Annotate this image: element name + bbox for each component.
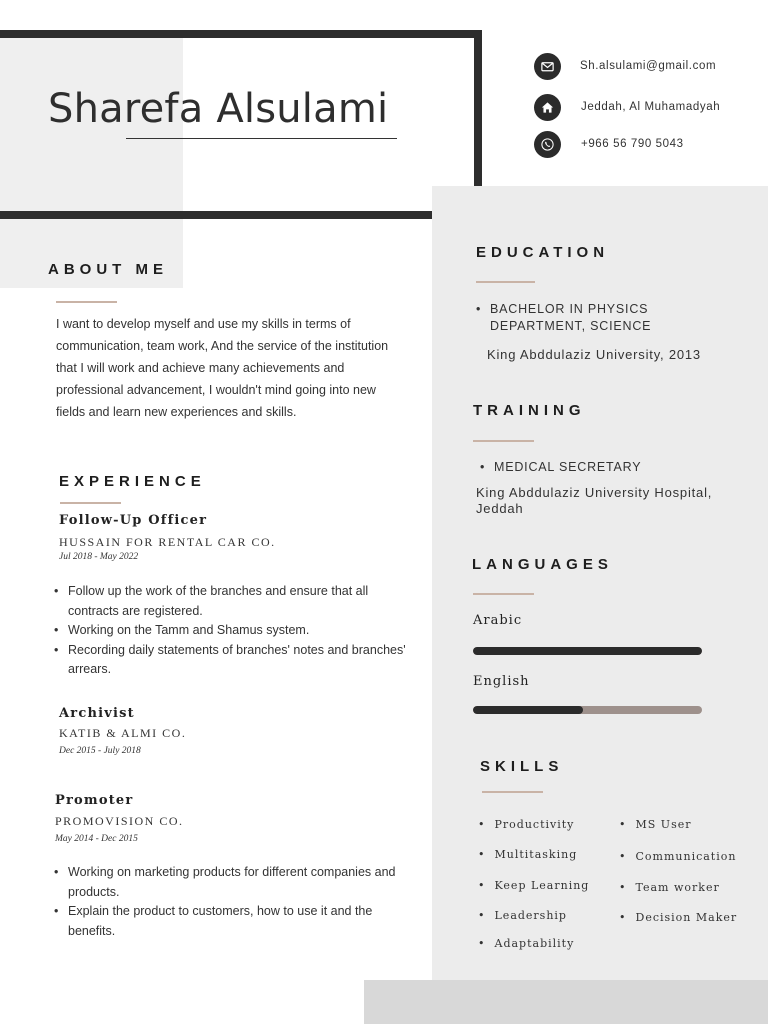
about-heading: ABOUT ME: [48, 261, 168, 278]
skills-heading: SKILLS: [480, 758, 564, 775]
education-degree: • BACHELOR IN PHYSICS DEPARTMENT, SCIENCE: [476, 301, 706, 335]
frame-right-bar: [474, 30, 482, 186]
training-list: [480, 459, 730, 476]
contact-address: Jeddah, Al Muhamadyah: [581, 101, 721, 113]
job-company: PROMOVISION CO.: [55, 814, 184, 828]
skill-item: • MS User: [619, 818, 691, 831]
skill-item: • Leadership: [478, 909, 567, 922]
list-item: • Explain the product to customers, how to use it and the benefits.: [54, 902, 410, 941]
skill-item: • Adaptability: [478, 937, 574, 950]
list-item: • Recording daily statements of branches' notes and branches' arrears.: [54, 641, 410, 680]
job-title: Promoter: [55, 793, 134, 808]
list-item: • Working on marketing products for different companies and products.: [54, 863, 410, 902]
training-item: • MEDICAL SECRETARY: [480, 459, 730, 476]
footer-gray-block: [364, 980, 768, 1024]
training-accent-line: [473, 440, 534, 442]
skill-item: • Multitasking: [478, 848, 577, 861]
skill-item: • Communication: [619, 850, 736, 863]
job-company: KATIB & ALMI CO.: [59, 726, 187, 740]
job-dates: May 2014 - Dec 2015: [55, 834, 138, 844]
language-name: Arabic: [473, 613, 523, 628]
job-dates: Jul 2018 - May 2022: [59, 552, 139, 562]
list-item: • Follow up the work of the branches and ensure that all contracts are registered.: [54, 582, 410, 621]
contact-email[interactable]: Sh.alsulami@gmail.com: [580, 60, 717, 72]
training-heading: TRAINING: [473, 402, 586, 419]
language-name: English: [473, 674, 530, 689]
list-item: • Working on the Tamm and Shamus system.: [54, 621, 410, 641]
job-bullets: [54, 863, 410, 941]
phone-icon: [534, 131, 561, 158]
skills-accent-line: [482, 791, 543, 793]
name-underline: [126, 138, 397, 139]
header-gray-block: [0, 36, 183, 288]
education-list: [476, 301, 706, 335]
frame-top-bar: [0, 30, 482, 38]
language-level-bar: [473, 647, 702, 655]
training-place: King Abddulaziz University Hospital, Jeddah: [476, 485, 713, 516]
languages-accent-line: [473, 593, 534, 595]
job-company: HUSSAIN FOR RENTAL CAR CO.: [59, 535, 276, 549]
skill-item: • Productivity: [478, 818, 574, 831]
candidate-name: Sharefa Alsulami: [48, 86, 389, 132]
education-accent-line: [476, 281, 535, 283]
skill-item: • Team worker: [619, 881, 720, 894]
job-title: Follow-Up Officer: [59, 513, 208, 528]
job-title: Archivist: [59, 706, 135, 721]
language-level-fill: [473, 706, 583, 714]
education-school: King Abddulaziz University, 2013: [487, 347, 701, 362]
job-dates: Dec 2015 - July 2018: [59, 746, 141, 756]
language-level-bar: [473, 706, 702, 714]
about-text: I want to develop myself and use my skills in terms of communication, team work, And the service of the institution that I will work and achieve many achievements and professional advancement, I wouldn't mind going into new fields and learn new experiences and skills.: [56, 317, 389, 419]
experience-heading: EXPERIENCE: [59, 473, 206, 490]
skill-item: • Decision Maker: [619, 911, 737, 924]
contact-phone[interactable]: +966 56 790 5043: [581, 138, 684, 150]
mail-icon: [534, 53, 561, 80]
experience-accent-line: [60, 502, 121, 504]
frame-bottom-bar: [0, 211, 432, 219]
skill-item: • Keep Learning: [478, 879, 589, 892]
languages-heading: LANGUAGES: [472, 556, 613, 573]
home-icon: [534, 94, 561, 121]
about-accent-line: [56, 301, 117, 303]
language-level-fill: [473, 647, 702, 655]
job-bullets: [54, 582, 410, 680]
education-heading: EDUCATION: [476, 244, 610, 261]
